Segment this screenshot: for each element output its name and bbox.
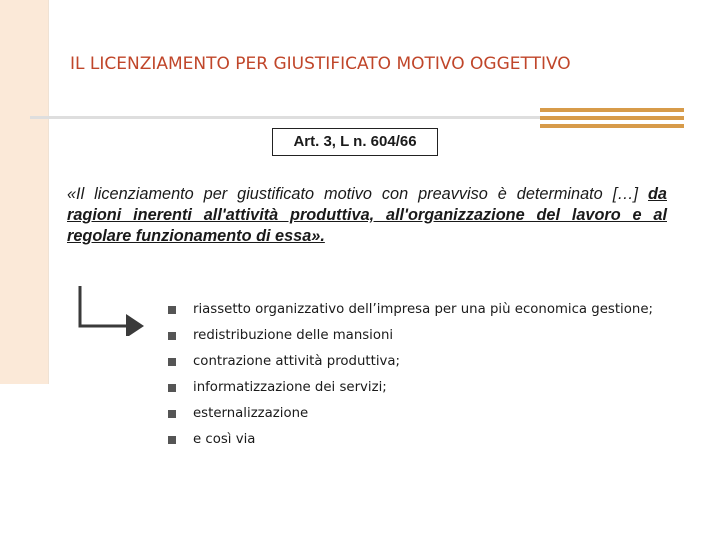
slide-title: IL LICENZIAMENTO PER GIUSTIFICATO MOTIVO OGGETTIVO xyxy=(70,54,571,74)
bullet-square-icon xyxy=(168,358,176,366)
bullet-square-icon xyxy=(168,384,176,392)
accent-stripe xyxy=(540,108,684,112)
law-reference-box: Art. 3, L n. 604/66 xyxy=(272,128,438,156)
list-item xyxy=(168,430,668,450)
list-item-text: riassetto organizzativo dell’impresa per una più economica gestione; xyxy=(193,302,653,317)
accent-stripe xyxy=(540,116,684,120)
quote-text: «Il licenziamento per giustificato motivo con preavviso è determinato […] xyxy=(67,185,648,203)
list-item-text: informatizzazione dei servizi; xyxy=(193,380,387,395)
list-item xyxy=(168,326,668,346)
list-item-text: e così via xyxy=(193,432,256,447)
accent-stripes xyxy=(540,108,684,132)
list-item xyxy=(168,378,668,398)
bullet-square-icon xyxy=(168,410,176,418)
law-quote xyxy=(67,184,667,247)
list-item-text: esternalizzazione xyxy=(193,406,309,421)
accent-stripe xyxy=(540,124,684,128)
list-item xyxy=(168,300,668,320)
bullet-list xyxy=(168,300,668,456)
list-item-text: contrazione attività produttiva; xyxy=(193,354,401,369)
bullet-square-icon xyxy=(168,436,176,444)
list-item-text: redistribuzione delle mansioni xyxy=(193,328,394,343)
list-item xyxy=(168,404,668,424)
bullet-square-icon xyxy=(168,332,176,340)
left-decorative-bar xyxy=(0,0,49,384)
bullet-square-icon xyxy=(168,306,176,314)
down-right-arrow-icon xyxy=(76,286,146,336)
title-divider xyxy=(30,116,540,119)
quote-underlined-text: da ragioni inerenti all'attività produttiva, all'organizzazione del lavoro e al regolare funzionamento di essa». xyxy=(67,185,667,245)
list-item xyxy=(168,352,668,372)
